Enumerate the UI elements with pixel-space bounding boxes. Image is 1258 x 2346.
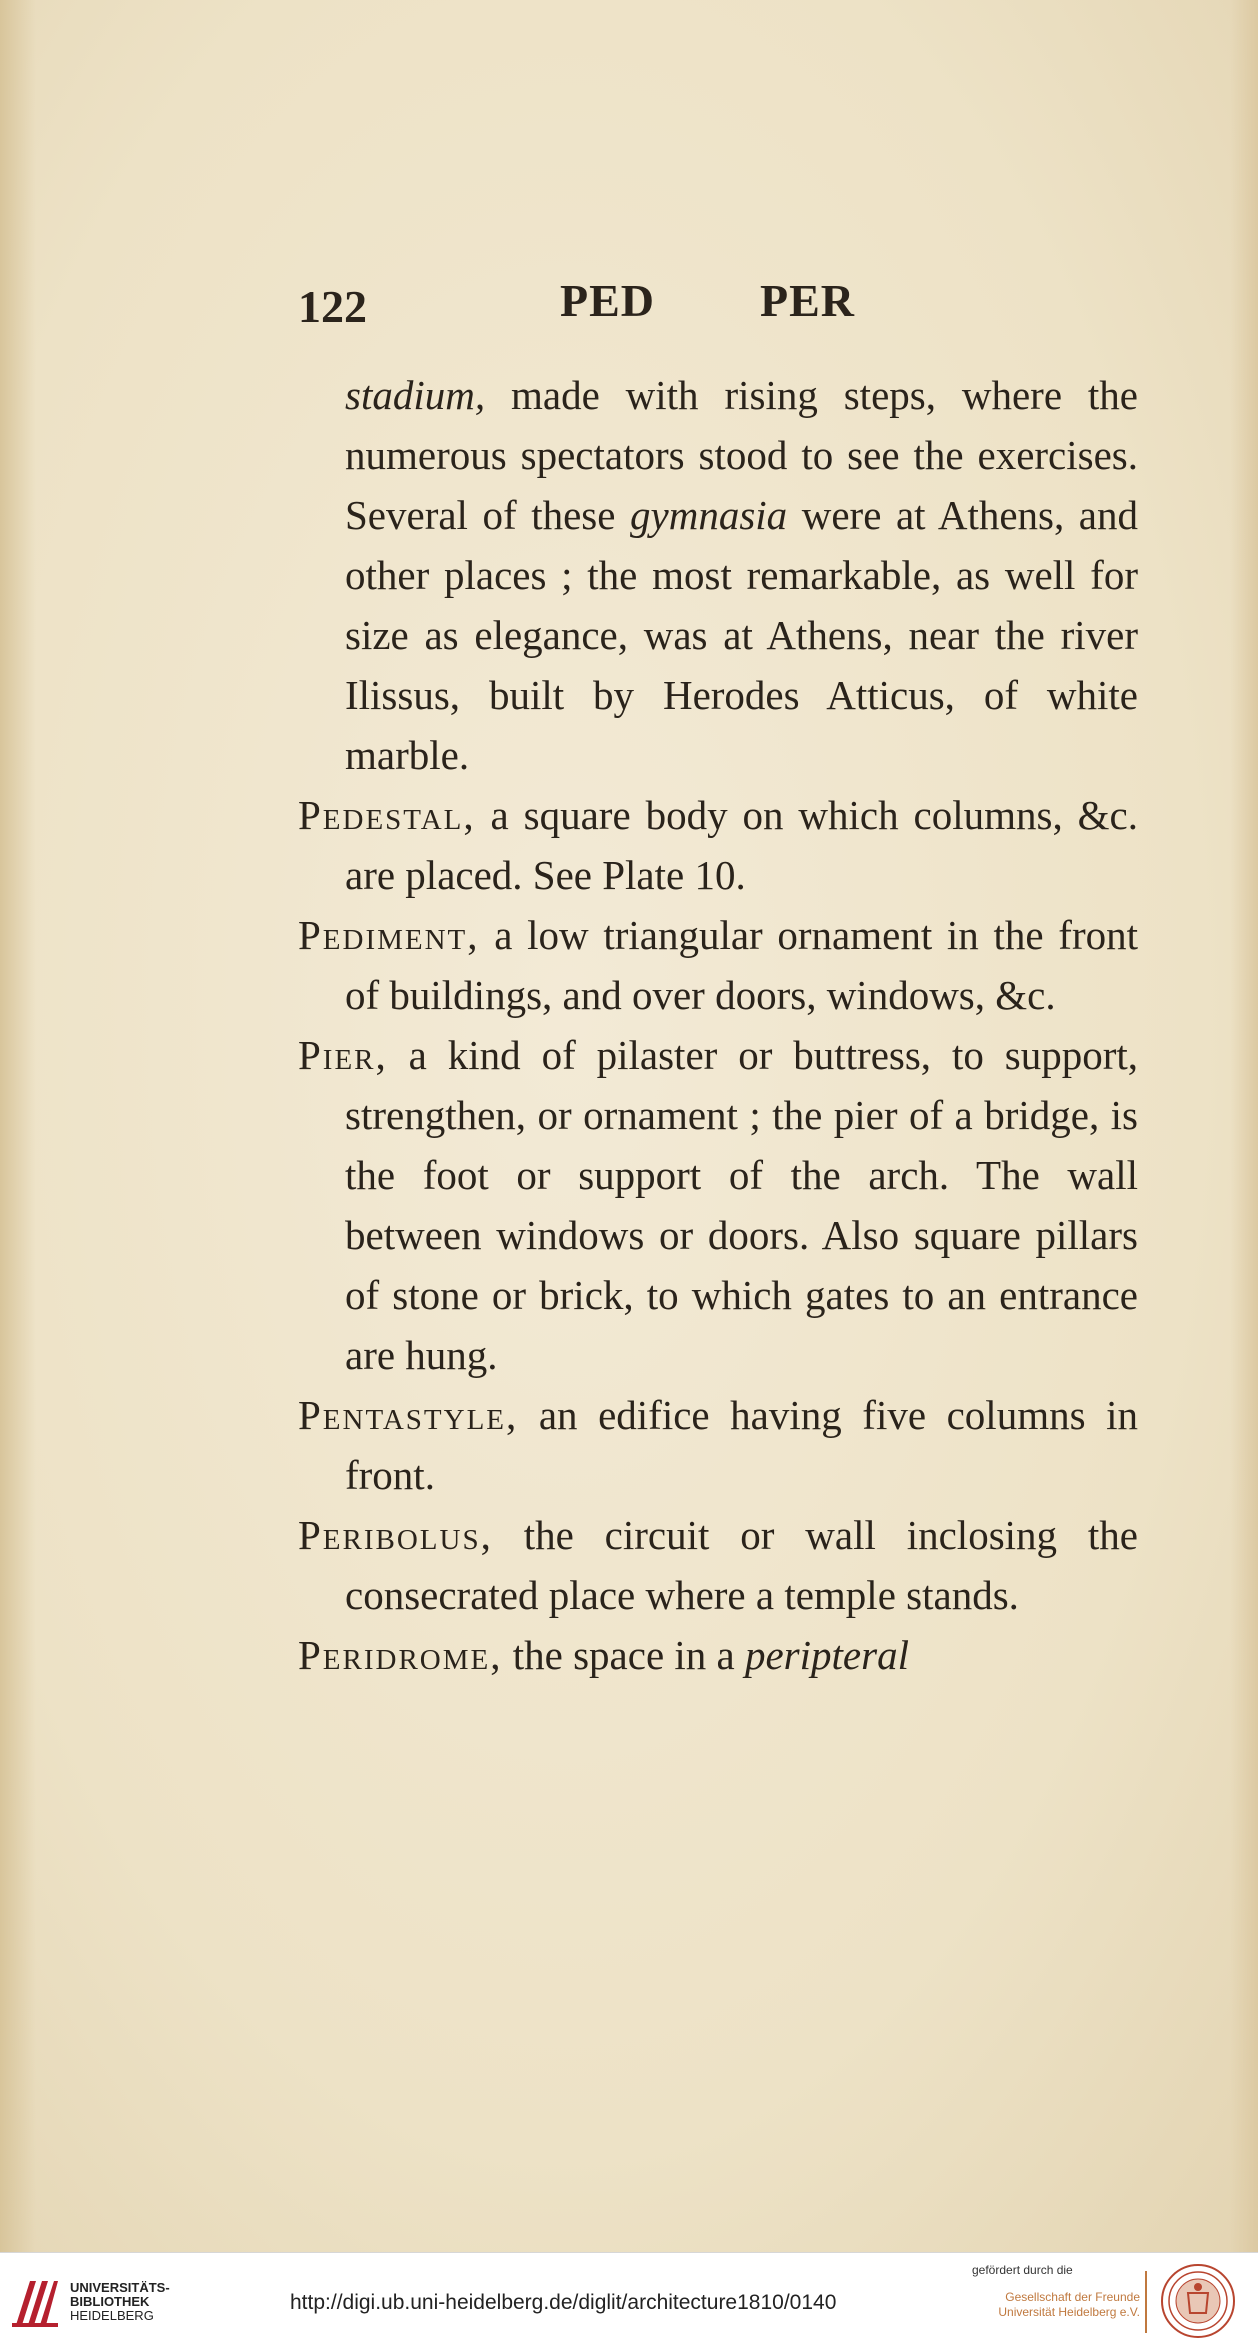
glossary-text — [298, 365, 1138, 1685]
italic-term: stadium, — [345, 372, 486, 418]
footer-divider — [1145, 2271, 1147, 2333]
entry-text: an edifice having five columns in front. — [345, 1392, 1138, 1498]
entry-text: were at Athens, and other places ; the most remarkable, as well for size as elegance, was at Athens, near the river Ilissus, built by Herodes Atticus, of white marble. — [345, 492, 1138, 778]
entry-continuation — [298, 365, 1138, 785]
library-name-line3: HEIDELBERG — [70, 2308, 154, 2323]
italic-term: peripteral — [744, 1632, 909, 1678]
sponsor-org-line2: Universität Heidelberg e.V. — [998, 2305, 1140, 2319]
digitization-footer — [0, 2252, 1258, 2346]
entry-pediment — [298, 905, 1138, 1025]
headword: Peribolus, — [298, 1512, 493, 1558]
library-name-line2: BIBLIOTHEK — [70, 2294, 150, 2309]
entry-text: a low triangular ornament in the front of buildings, and over doors, windows, &c. — [345, 912, 1138, 1018]
headword: Pediment, — [298, 912, 480, 958]
entry-peridrome — [298, 1625, 1138, 1685]
entry-pier — [298, 1025, 1138, 1385]
entry-pedestal — [298, 785, 1138, 905]
headword: Pier, — [298, 1032, 388, 1078]
running-header — [298, 275, 1168, 340]
header-right-word: PER — [760, 275, 855, 326]
page-edge-shadow-right — [1230, 0, 1258, 2252]
italic-term: gymnasia — [630, 492, 788, 538]
headword: Pedestal, — [298, 792, 476, 838]
library-name-line1: UNIVERSITÄTS- — [70, 2280, 170, 2295]
entry-peribolus — [298, 1505, 1138, 1625]
entry-text: a kind of pilaster or buttress, to support, strengthen, or ornament ; the pier of a bridge, is the foot or support of the arch. The wall between windows or doors. Also square pillars of stone or brick, to which gates to an entrance are hung. — [345, 1032, 1138, 1378]
headword: Peridrome, — [298, 1632, 503, 1678]
entry-text: the space in a — [502, 1632, 745, 1678]
ub-heidelberg-logo-icon[interactable] — [12, 2273, 58, 2329]
university-seal-icon[interactable] — [1160, 2263, 1236, 2339]
headword: Pentastyle, — [298, 1392, 519, 1438]
page-number: 122 — [298, 281, 367, 332]
entry-text: the circuit or wall inclosing the consecrated place where a temple stands. — [345, 1512, 1138, 1618]
sponsor-org-line1: Gesellschaft der Freunde — [1005, 2290, 1140, 2304]
permalink-url[interactable]: http://digi.ub.uni-heidelberg.de/diglit/architecture1810/0140 — [290, 2291, 837, 2314]
sponsor-credit — [960, 2263, 1140, 2320]
header-left-word: PED — [560, 275, 655, 326]
entry-text: a square body on which columns, &c. are placed. See Plate 10. — [345, 792, 1138, 898]
library-name[interactable] — [70, 2281, 170, 2323]
sponsor-by-text: gefördert durch die — [972, 2263, 1073, 2277]
entry-pentastyle — [298, 1385, 1138, 1505]
entry-text: made with rising steps, where the numerous spectators stood to see the exercises. Several of these — [345, 372, 1138, 538]
page-edge-shadow-left — [0, 0, 36, 2252]
